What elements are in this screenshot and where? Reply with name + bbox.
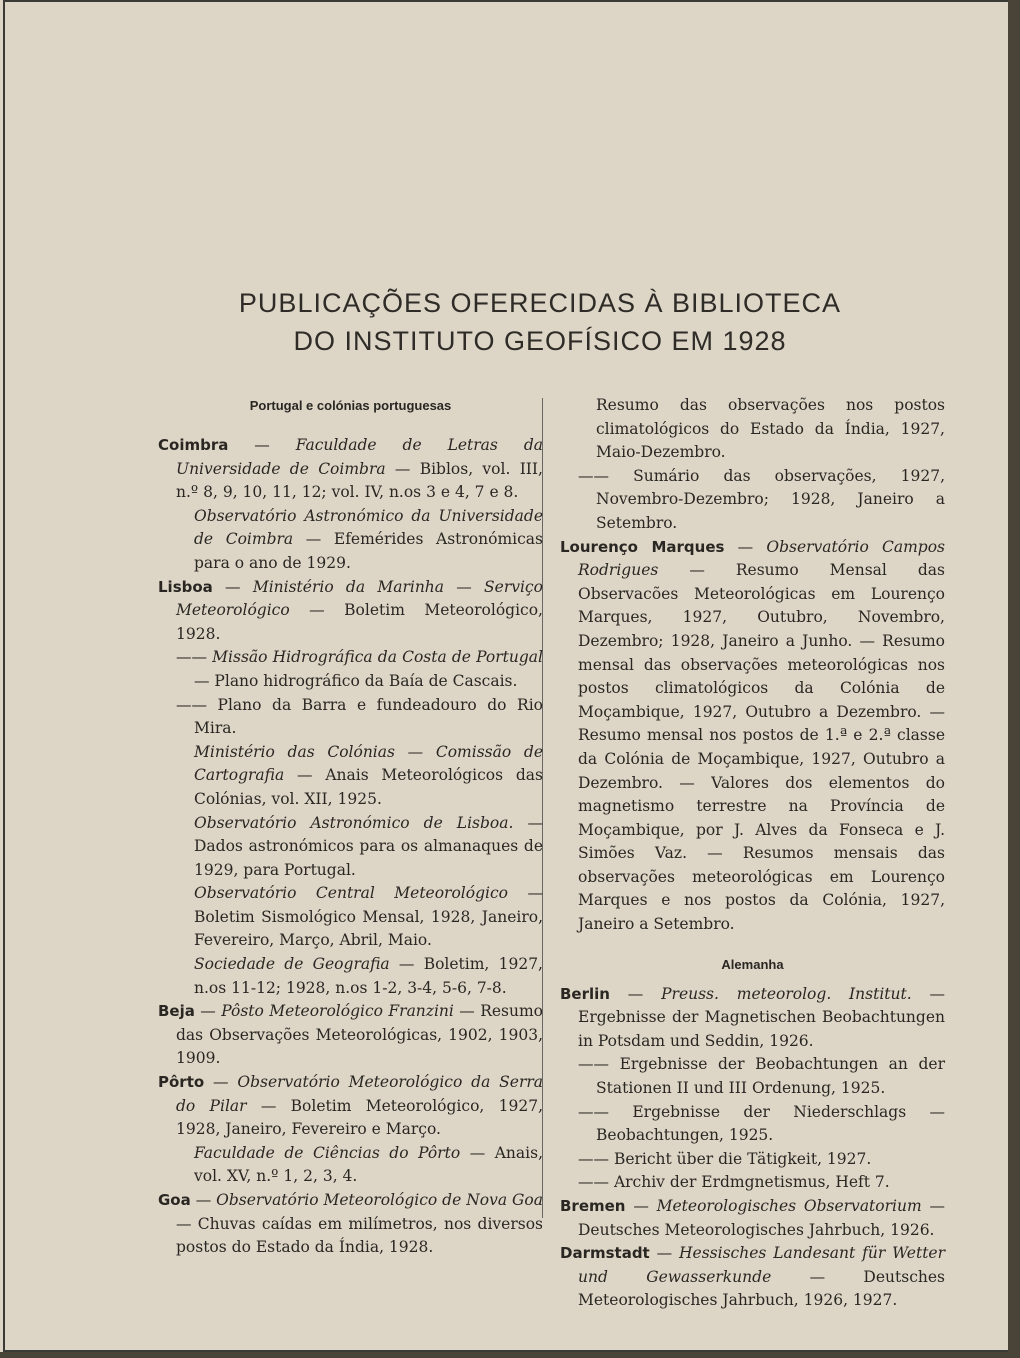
bottom-edge [0,1352,1020,1358]
entry-beja [158,1000,543,1071]
entry-dash: — [228,436,296,454]
section-heading-portugal: Portugal e colónias portuguesas [249,398,452,413]
institution-name: Meteorologisches Observatorium [656,1197,922,1215]
institution-name: Sociedade de Geografia [194,955,390,974]
ditto-dash: —— [176,648,213,667]
binding-edge [1008,0,1020,1358]
publication-text: — Efemérides Astronómicas para o ano de 1929. [194,530,543,572]
section-heading-alemanha: Alemanha [721,956,784,972]
publication-text: — Plano hidrográfico da Baía de Cascais. [194,671,518,690]
page-title-line-1: PUBLICAÇÕES OFERECIDAS À BIBLIOTECA [238,288,842,318]
place-name: Beja [158,1002,195,1021]
entry-coimbra [158,434,543,505]
entry-darmstadt [560,1242,945,1313]
institution-name: Observatório Central Meteorológico [194,884,508,903]
publication-text: Ergebnisse der Beobachtungen an der Stationen II und III Ordenung, 1925. [596,1055,945,1098]
entry-ministerio-colonias [176,741,543,812]
place-name: Lisboa [158,577,213,596]
entry-observatorio-coimbra [176,505,543,576]
publication-text: Archiv der Erdmgnetismus, Heft 7. [613,1173,890,1192]
entry-lourenco-marques [560,536,945,937]
publication-text: — Resumo das Observações Meteorológicas, 1902, 1903, 1909. [176,1002,544,1068]
entry-bremen [560,1195,945,1242]
place-name: Pôrto [158,1073,205,1092]
publication-text: — Resumo Mensal das Observacões Meteorológicas em Lourenço Marques, 1927, Outubro, Novembro, Dezembro; 1928, Janeiro a Junho. — Resumo mensal das observações meteorológicas nos postos climatológicos da Colónia de Moçambique, 1927, Outubro a Dezembro. — Resumo mensal nos postos de 1.ª e 2.ª classe da Colónia de Moçambique, 1927, Outubro a Dezembro. — Valores dos elementos do magnetismo terrestre na Província de Moçambique, por J. Alves da Fonseca e J. Simões Vaz. — Resumos mensais das observações meteorológicas em Lourenço Marques e nos postos da Colónia, 1927, Janeiro a Setembro. [578,561,945,934]
ditto-dash: —— [578,1149,614,1168]
place-name: Goa [158,1191,191,1209]
entry-observatorio-central [176,882,543,953]
entry-ergebnisse-stationen [578,1053,945,1100]
place-name: Lourenço Marques [560,537,725,556]
entry-dash: — [609,984,662,1003]
ditto-dash: —— [578,466,634,485]
publication-text: — Boletim Meteorológico, 1928. [176,601,543,643]
institution-name: Pôsto Meteorológico Franzini [221,1002,454,1021]
institution-name: Hessisches Landesant für Wetter und Gewasserkunde [578,1244,946,1286]
place-name: Coimbra [158,436,229,454]
publication-text: Plano da Barra e fundeadouro do Rio Mira. [194,695,543,738]
entry-porto [158,1071,543,1142]
entry-dash: — [625,1197,657,1215]
entry-sociedade-geografia [176,953,543,1000]
entry-missao-hidrografica [176,646,543,693]
publication-text: — Deutsches Meteorologisches Jahrbuch, 1926. [578,1197,945,1239]
publication-text: — Anais Meteorológicos das Colónias, vol. XII, 1925. [194,766,543,808]
ditto-dash: —— [578,1102,633,1121]
institution-name: Observatório Astronómico da Universidade de Coimbra [194,506,543,549]
publication-text: Sumário das observações, 1927, Novembro-Dezembro; 1928, Janeiro a Setembro. [596,466,945,532]
right-column [560,394,945,1313]
entry-goa [158,1189,543,1260]
place-name: Berlin [560,984,610,1003]
publication-text: — Chuvas caídas em milímetros, nos diversos postos do Estado da Índia, 1928. [176,1214,543,1257]
publication-text: — Dados astronómicos para os almanaques de 1929, para Portugal. [194,813,543,879]
publication-text: — Boletim Sismológico Mensal, 1928, Janeiro, Fevereiro, Março, Abril, Maio. [194,884,543,950]
institution-name: Missão Hidrográfica da Costa de Portugal [212,648,543,667]
entry-plano-barra [176,694,543,741]
entry-dash: — [649,1244,680,1263]
ditto-dash: —— [176,695,218,714]
entry-dash: — [212,577,253,596]
entry-dash: — [724,537,767,556]
institution-name: Observatório Meteorológico de Nova Goa [216,1191,543,1209]
institution-name: Observatório Astronómico de Lisboa. [194,813,514,832]
institution-name: Observatório Meteorológico da Serra do Pilar [176,1073,544,1115]
entry-dash: — [194,1002,222,1021]
entry-faculdade-ciencias-porto [176,1142,543,1189]
page-title-line-2: DO INSTITUTO GEOFÍSICO EM 1928 [293,326,787,356]
entry-sumario-observacoes [578,465,945,536]
entry-bericht-tatigkeit [578,1148,945,1172]
ditto-dash: —— [578,1173,614,1192]
entry-dash: — [204,1073,238,1092]
publication-text: — Boletim, 1927, n.os 11-12; 1928, n.os 1-2, 3-4, 5-6, 7-8. [194,955,543,997]
entry-archiv-erdmagnetismus [578,1171,945,1195]
publication-text: Bericht über die Tätigkeit, 1927. [613,1149,872,1168]
publication-text: Resumo das observações nos postos climatológicos do Estado da Índia, 1927, Maio-Dezembro. [596,396,945,462]
publication-text: — Boletim Meteorológico, 1927, 1928, Janeiro, Fevereiro e Março. [176,1096,543,1139]
entry-resumo-india [578,394,945,465]
publication-text: — Biblos, vol. III, n.º 8, 9, 10, 11, 12; vol. IV, n.os 3 e 4, 7 e 8. [176,459,543,502]
entry-ergebnisse-niederschlags [578,1101,945,1148]
entry-berlin [560,983,945,1054]
institution-name: Observatório Campos Rodrigues [578,537,945,580]
institution-name: Faculdade de Ciências do Pôrto [194,1143,461,1162]
publication-text: — Ergebnisse der Magnetischen Beobachtungen in Potsdam und Seddin, 1926. [578,984,945,1050]
publication-text: Ergebnisse der Niederschlags — Beobachtungen, 1925. [596,1102,945,1145]
institution-name: Faculdade de Letras da Universidade de Coimbra [176,436,543,478]
publication-text: — Anais, vol. XV, n.º 1, 2, 3, 4. [194,1143,543,1186]
place-name: Bremen [560,1197,626,1215]
entry-dash: — [190,1191,217,1209]
institution-name: Ministério das Colónias — Comissão de Cartografia [194,742,543,785]
institution-name: Preuss. meteorolog. Institut. [661,984,912,1003]
entry-observatorio-lisboa [176,812,543,883]
left-column [158,392,543,1260]
ditto-dash: —— [578,1055,620,1074]
place-name: Darmstadt [560,1244,650,1263]
entry-lisboa [158,576,543,647]
publication-text: — Deutsches Meteorologisches Jahrbuch, 1926, 1927. [578,1267,945,1310]
institution-name: Ministério da Marinha — Serviço Meteorológico [176,577,543,620]
